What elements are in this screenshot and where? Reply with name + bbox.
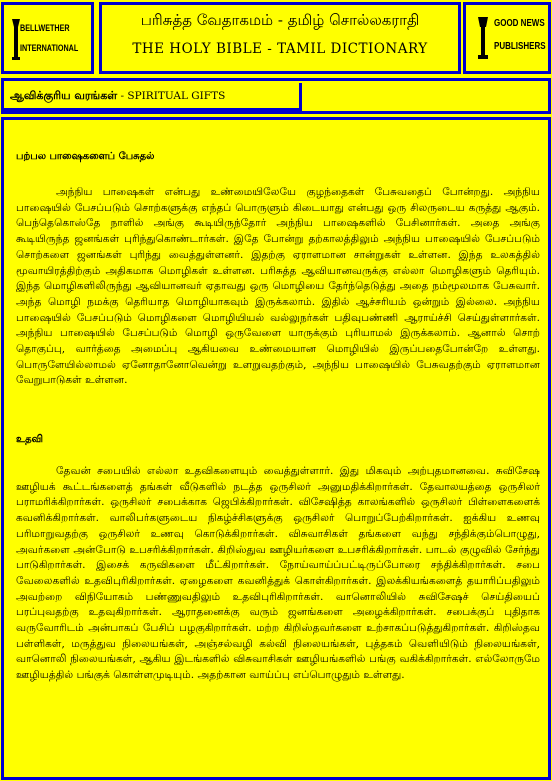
section-paragraph: அந்நிய பாஷைகள் என்பது உண்மையிலேயே குழந்தைகள் பேசுவதைப் போன்றது. அந்நிய பாஷையில் பேசப்படும் சொற்களுக்கு எந்தப் பொருளும் கிடையாது என்பது ஒரு சிலருடைய கருத்து ஆகும். பெந்தெகொஸ்தே நாளில் அங்கு கூடியிருந்தோர் அந்நிய பாஷைகளில் பேசினார்கள். அதை அங்கு கூடியிருந்த ஜனங்கள் புரிந்துகொண்டார்கள். இதே போன்று தற்காலத்திலும் அந்நிய பாஷையில் பேசப்படும் சொற்களை ஜனங்கள் புரிந்து வைத்துள்ளனர். இதற்கு ஏராளமான சான்றுகள் உள்ளன. இந்த உலகத்தில் மூவாயிரத்திற்கும் அதிகமாக மொழிகள் உள்ளன. பரிசுத்த ஆவியானவருக்கு எல்லா மொழிகளும் தெரியும். இந்த மொழிகளிலிருந்து ஆவியானவர் ஏதாவது ஒரு மொழியை தேர்ந்தெடுத்து அதை நம்மூலமாக பேசுவார். அந்த மொழி நமக்கு தெரியாத மொழியாகவும் இருக்கலாம். இதில் ஆச்சரியம் ஒன்றும் இல்லை. அந்நிய பாஷையில் பேசப்படும் மொழிகளை மொழியியல் வல்லுநர்கள் பதிவுபண்ணி ஆராய்ச்சி செய்துள்ளார்கள். அந்நிய பாஷையில் பேசப்படும் மொழி ஒருவேளை யாருக்கும் புரியாமல் இருக்கலாம். ஆனால் சொற் தொகுப்பு, வார்த்தை அமைப்பு ஆகியவை உண்மையான மொழியில் இருப்பதைபோன்றே உள்ளது. பொருளேயில்லாமல் ஏனோதானோவென்று உளறுவதற்கும், அந்நிய பாஷையில் பேசுவதற்கும் ஏராளமான வேறுபாடுகள் உள்ளன. bbox=[16, 186, 540, 387]
content-panel bbox=[1, 117, 551, 780]
logo-line: PUBLISHERS bbox=[494, 41, 546, 52]
torch-icon bbox=[475, 15, 491, 61]
good-news-logo bbox=[463, 2, 551, 74]
topic-title-tamil: ஆவிக்குரிய வரங்கள் bbox=[10, 89, 118, 102]
title-tamil: பரிசுத்த வேதாகமம் - தமிழ் சொல்லகராதி bbox=[140, 11, 420, 29]
section-paragraph: தேவன் சபையில் எல்லா உதவிகளையும் வைத்துள்ளார். இது மிகவும் அற்புதமானவை. சுவிசேஷ ஊழியக் கூட்டங்களைத் தங்கள் வீடுகளில் நடத்த ஒருசிலர் அனுமதிக்கிறார்கள். தேவாலயத்தை ஒருசிலர் பராமரிக்கிறார்கள். ஒருசிலர் சபைக்காக ஜெபிக்கிறார்கள். விசேஷித்த காலங்களில் ஒருசிலர் பிள்ளைகளைக் கவனிக்கிறார்கள். வாலிபர்களுடைய நிகழ்ச்சிகளுக்கு ஒருசிலர் பொறுப்பேற்கிறார்கள். ஐக்கிய உணவு பரிமாறுவதற்கு ஒருசிலர் உணவு கொடுக்கிறார்கள். விசுவாசிகள் தங்களை வந்து சந்திக்கும்பொழுது, அவர்களை அன்போடு உபசரிக்கிறார்கள். கிறிஸ்துவ ஊழியர்களை உபசரிக்கிறார்கள். பாடல் குழுவில் சேர்ந்து பாடுகிறார்கள். இசைக் கருவிகளை மீட்கிறார்கள். நோய்வாய்ப்பட்டிருப்போரை சந்திக்கிறார்கள். சபை வேலைகளில் உதவிபுரிகிறார்கள். ஏழைகளை கவனித்துக் கொள்கிறார்கள். இலக்கியங்களைத் தயாரிப்பதிலும் அவற்றை விநியோகம் பண்ணுவதிலும் உதவிபுரிகிறார்கள். வானொலியில் சுவிசேஷச் செய்தியைப் பரப்புவதற்கு உதவுகிறார்கள். ஆராதனைக்கு வரும் ஜனங்களை அழைக்கிறார்கள். சபைக்குப் புதிதாக வருவோரிடம் அன்பாகப் பேசிப் பழகுகிறார்கள். மற்ற கிறிஸ்தவர்களை உற்சாகப்படுத்துகிறார்கள். கிறிஸ்தவ பள்ளிகள், மருத்துவ நிலையங்கள், அஞ்சல்வழி கல்வி நிலையங்கள், புத்தகம் வெளியிடும் நிலையங்கள், வானொலி நிலையங்கள், ஆகிய இடங்களில் விசுவாசிகள் ஊழியங்களில் பங்கு வகிக்கிறார்கள். எல்லோருமே ஊழியத்தில் பங்குக் கொள்ளமுடியும். அதற்கான வாய்ப்பு எப்பொழுதும் உள்ளது. bbox=[16, 465, 540, 682]
bellwether-logo bbox=[1, 2, 94, 74]
logo-line: GOOD NEWS bbox=[494, 18, 545, 29]
topic-title bbox=[4, 83, 302, 111]
logo-line: INTERNATIONAL bbox=[20, 43, 79, 53]
topic-title-english: - SPIRITUAL GIFTS bbox=[117, 90, 226, 102]
title-block bbox=[99, 2, 461, 74]
bellwether-logo-text bbox=[20, 23, 78, 54]
section-heading: பற்பல பாஷைகளைப் பேசுதல் bbox=[16, 151, 155, 162]
good-news-logo-text bbox=[494, 17, 546, 53]
title-english: THE HOLY BIBLE - TAMIL DICTIONARY bbox=[132, 41, 428, 57]
section-heading: உதவி bbox=[16, 434, 43, 445]
page-header bbox=[0, 0, 552, 81]
subheader-bar bbox=[1, 78, 551, 114]
logo-line: BELLWETHER bbox=[20, 23, 70, 33]
